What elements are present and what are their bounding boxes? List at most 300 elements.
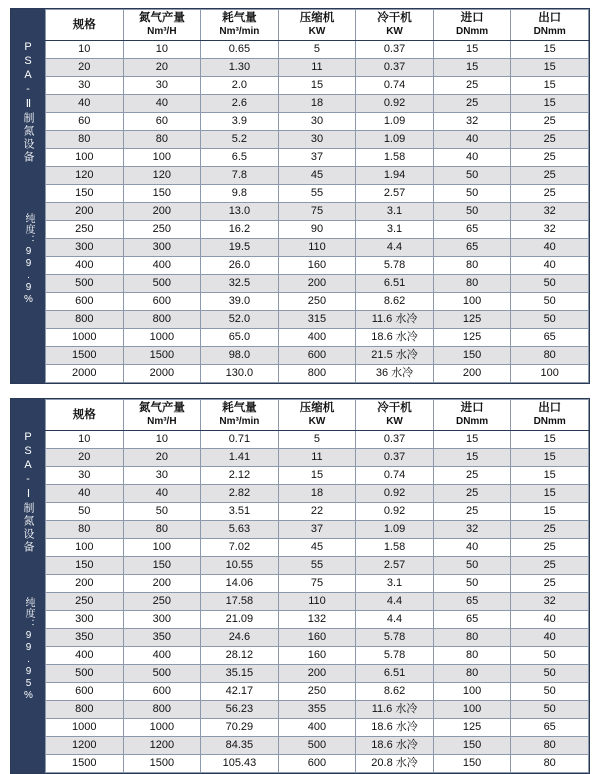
col-header-outlet: 出口 DNmm (511, 400, 589, 431)
table-cell: 32 (433, 113, 511, 131)
table-cell: 39.0 (201, 293, 279, 311)
col-header-dryer: 冷干机 KW (356, 10, 434, 41)
table-cell: 60 (46, 113, 124, 131)
table-row (46, 293, 589, 311)
table-row (46, 701, 589, 719)
table-cell: 25 (433, 503, 511, 521)
col-header-outlet: 出口 DNmm (511, 10, 589, 41)
table-cell: 21.5 水冷 (356, 347, 434, 365)
table-cell: 45 (278, 167, 356, 185)
table-cell: 37 (278, 521, 356, 539)
table-cell: 13.0 (201, 203, 279, 221)
table-row (46, 311, 589, 329)
table-row (46, 365, 589, 383)
table-cell: 250 (46, 221, 124, 239)
table-cell: 100 (123, 539, 201, 557)
table-cell: 55 (278, 185, 356, 203)
table-cell: 1500 (123, 347, 201, 365)
table-cell: 50 (433, 557, 511, 575)
table-cell: 40 (46, 95, 124, 113)
table-cell: 300 (123, 611, 201, 629)
table-cell: 65 (433, 593, 511, 611)
table-cell: 18.6 水冷 (356, 719, 434, 737)
table-cell: 100 (46, 539, 124, 557)
table-cell: 80 (433, 275, 511, 293)
table-cell: 2.57 (356, 557, 434, 575)
table-cell: 15 (511, 503, 589, 521)
table-row (46, 449, 589, 467)
table-cell: 35.15 (201, 665, 279, 683)
table-cell: 50 (433, 167, 511, 185)
table-cell: 3.9 (201, 113, 279, 131)
table-cell: 400 (278, 329, 356, 347)
table-cell: 110 (278, 239, 356, 257)
table-row (46, 485, 589, 503)
table-cell: 150 (123, 185, 201, 203)
table-cell: 65 (433, 611, 511, 629)
table-cell: 60 (123, 113, 201, 131)
spec-table-body (46, 431, 589, 773)
table-cell: 37 (278, 149, 356, 167)
table-cell: 56.23 (201, 701, 279, 719)
table-cell: 25 (511, 149, 589, 167)
table-cell: 40 (433, 131, 511, 149)
table-cell: 132 (278, 611, 356, 629)
table-row (46, 575, 589, 593)
table-cell: 30 (278, 113, 356, 131)
table-cell: 0.37 (356, 431, 434, 449)
table-cell: 500 (46, 665, 124, 683)
table-cell: 1500 (46, 755, 124, 773)
table-cell: 400 (46, 647, 124, 665)
table-row (46, 467, 589, 485)
table-cell: 3.1 (356, 221, 434, 239)
table-cell: 250 (278, 293, 356, 311)
table-cell: 11 (278, 449, 356, 467)
table-cell: 600 (123, 293, 201, 311)
table-cell: 0.65 (201, 41, 279, 59)
table-cell: 15 (433, 431, 511, 449)
table-cell: 20 (123, 449, 201, 467)
table-cell: 0.92 (356, 503, 434, 521)
table-cell: 6.51 (356, 665, 434, 683)
table-cell: 1200 (123, 737, 201, 755)
table-cell: 1000 (46, 719, 124, 737)
table-cell: 50 (433, 185, 511, 203)
table-cell: 80 (511, 347, 589, 365)
spec-table-head (46, 400, 589, 431)
side-label-psa-1 (11, 399, 45, 773)
table-cell: 4.4 (356, 611, 434, 629)
table-cell: 65.0 (201, 329, 279, 347)
table-cell: 1000 (46, 329, 124, 347)
table-cell: 15 (511, 95, 589, 113)
table-row (46, 629, 589, 647)
table-cell: 0.37 (356, 59, 434, 77)
table-cell: 80 (433, 647, 511, 665)
table-cell: 80 (123, 521, 201, 539)
table-cell: 25 (433, 77, 511, 95)
table-cell: 80 (123, 131, 201, 149)
table-cell: 22 (278, 503, 356, 521)
table-cell: 2.0 (201, 77, 279, 95)
table-cell: 50 (46, 503, 124, 521)
table-cell: 1.41 (201, 449, 279, 467)
table-row (46, 221, 589, 239)
table-cell: 80 (433, 665, 511, 683)
table-cell: 25 (433, 95, 511, 113)
side-label-title: PSA-Ⅱ制氮设备 (22, 40, 34, 164)
table-cell: 800 (46, 311, 124, 329)
table-row (46, 347, 589, 365)
table-cell: 1000 (123, 329, 201, 347)
table-cell: 6.51 (356, 275, 434, 293)
table-header-row (46, 10, 589, 41)
table-cell: 125 (433, 311, 511, 329)
table-cell: 10 (123, 41, 201, 59)
table-cell: 50 (511, 683, 589, 701)
table-cell: 300 (46, 239, 124, 257)
table-row (46, 611, 589, 629)
table-cell: 6.5 (201, 149, 279, 167)
table-cell: 18.6 水冷 (356, 737, 434, 755)
table-cell: 25 (511, 113, 589, 131)
table-cell: 65 (511, 719, 589, 737)
table-cell: 21.09 (201, 611, 279, 629)
table-cell: 8.62 (356, 683, 434, 701)
table-cell: 2.82 (201, 485, 279, 503)
table-cell: 15 (278, 77, 356, 95)
table-cell: 50 (123, 503, 201, 521)
table-cell: 10 (46, 41, 124, 59)
table-cell: 2000 (46, 365, 124, 383)
table-cell: 42.17 (201, 683, 279, 701)
table-cell: 150 (433, 737, 511, 755)
table-cell: 100 (433, 683, 511, 701)
table-cell: 800 (123, 701, 201, 719)
table-cell: 40 (511, 239, 589, 257)
table-cell: 50 (511, 665, 589, 683)
table-cell: 200 (278, 275, 356, 293)
table-cell: 80 (46, 131, 124, 149)
table-cell: 52.0 (201, 311, 279, 329)
table-cell: 15 (433, 41, 511, 59)
table-cell: 400 (278, 719, 356, 737)
table-cell: 25 (511, 521, 589, 539)
col-header-n2-output: 氮气产量 Nm³/H (123, 10, 201, 41)
table-cell: 50 (511, 311, 589, 329)
table-cell: 11.6 水冷 (356, 701, 434, 719)
table-cell: 20 (46, 449, 124, 467)
table-cell: 50 (511, 647, 589, 665)
table-cell: 5.78 (356, 647, 434, 665)
col-header-dryer: 冷干机 KW (356, 400, 434, 431)
table-cell: 17.58 (201, 593, 279, 611)
col-header-air-consumption: 耗气量 Nm³/min (201, 400, 279, 431)
table-cell: 32 (511, 203, 589, 221)
table-cell: 28.12 (201, 647, 279, 665)
table-cell: 100 (433, 701, 511, 719)
table-row (46, 539, 589, 557)
table-row (46, 95, 589, 113)
table-cell: 15 (511, 467, 589, 485)
table-cell: 250 (46, 593, 124, 611)
table-cell: 200 (46, 575, 124, 593)
table-cell: 600 (46, 683, 124, 701)
table-cell: 7.02 (201, 539, 279, 557)
spec-block-psa-1 (10, 398, 590, 774)
table-cell: 18 (278, 485, 356, 503)
table-row (46, 503, 589, 521)
table-cell: 130.0 (201, 365, 279, 383)
table-cell: 30 (123, 77, 201, 95)
table-cell: 50 (511, 275, 589, 293)
table-cell: 125 (433, 329, 511, 347)
table-cell: 40 (511, 611, 589, 629)
table-cell: 200 (123, 203, 201, 221)
spec-table-wrapper (45, 9, 589, 383)
table-cell: 30 (278, 131, 356, 149)
table-cell: 1.09 (356, 131, 434, 149)
table-cell: 0.37 (356, 41, 434, 59)
table-cell: 500 (123, 665, 201, 683)
table-row (46, 257, 589, 275)
table-cell: 25 (433, 467, 511, 485)
table-cell: 75 (278, 203, 356, 221)
table-cell: 400 (123, 257, 201, 275)
table-cell: 500 (46, 275, 124, 293)
col-header-n2-output: 氮气产量 Nm³/H (123, 400, 201, 431)
table-cell: 800 (278, 365, 356, 383)
table-cell: 11 (278, 59, 356, 77)
table-row (46, 329, 589, 347)
table-cell: 50 (433, 203, 511, 221)
table-cell: 24.6 (201, 629, 279, 647)
table-cell: 70.29 (201, 719, 279, 737)
table-cell: 160 (278, 257, 356, 275)
table-cell: 5.78 (356, 257, 434, 275)
table-cell: 120 (123, 167, 201, 185)
table-cell: 25 (511, 539, 589, 557)
table-row (46, 59, 589, 77)
table-cell: 250 (123, 593, 201, 611)
table-cell: 30 (123, 467, 201, 485)
table-cell: 0.74 (356, 77, 434, 95)
table-cell: 355 (278, 701, 356, 719)
table-cell: 5.78 (356, 629, 434, 647)
col-header-inlet: 进口 DNmm (433, 400, 511, 431)
col-header-inlet: 进口 DNmm (433, 10, 511, 41)
table-cell: 50 (511, 293, 589, 311)
table-cell: 0.92 (356, 485, 434, 503)
col-header-compressor: 压缩机 KW (278, 10, 356, 41)
table-row (46, 77, 589, 95)
table-cell: 8.62 (356, 293, 434, 311)
table-cell: 150 (46, 185, 124, 203)
table-cell: 5.63 (201, 521, 279, 539)
table-cell: 125 (433, 719, 511, 737)
col-header-spec: 规格 (46, 400, 124, 431)
table-cell: 30 (46, 77, 124, 95)
table-cell: 15 (511, 77, 589, 95)
table-cell: 65 (433, 221, 511, 239)
table-row (46, 557, 589, 575)
table-cell: 20.8 水冷 (356, 755, 434, 773)
table-cell: 1000 (123, 719, 201, 737)
table-cell: 40 (123, 485, 201, 503)
table-cell: 15 (511, 431, 589, 449)
table-cell: 1200 (46, 737, 124, 755)
table-cell: 2.57 (356, 185, 434, 203)
table-cell: 25 (511, 557, 589, 575)
table-cell: 800 (46, 701, 124, 719)
table-cell: 105.43 (201, 755, 279, 773)
table-cell: 90 (278, 221, 356, 239)
table-cell: 7.8 (201, 167, 279, 185)
table-cell: 315 (278, 311, 356, 329)
table-cell: 4.4 (356, 239, 434, 257)
table-cell: 1.94 (356, 167, 434, 185)
side-label-purity: 纯度：99.9% (23, 212, 34, 306)
table-cell: 5 (278, 41, 356, 59)
table-cell: 50 (433, 575, 511, 593)
table-cell: 1500 (46, 347, 124, 365)
table-cell: 160 (278, 629, 356, 647)
table-row (46, 131, 589, 149)
table-row (46, 41, 589, 59)
table-cell: 400 (123, 647, 201, 665)
table-cell: 200 (433, 365, 511, 383)
spec-table-wrapper (45, 399, 589, 773)
table-cell: 32 (511, 593, 589, 611)
table-cell: 0.74 (356, 467, 434, 485)
table-cell: 300 (46, 611, 124, 629)
table-cell: 600 (278, 755, 356, 773)
table-row (46, 431, 589, 449)
table-cell: 1.58 (356, 149, 434, 167)
table-cell: 150 (46, 557, 124, 575)
table-cell: 5 (278, 431, 356, 449)
table-cell: 1.58 (356, 539, 434, 557)
table-cell: 15 (511, 59, 589, 77)
table-cell: 100 (511, 365, 589, 383)
table-cell: 25 (511, 131, 589, 149)
table-cell: 80 (433, 257, 511, 275)
table-cell: 4.4 (356, 593, 434, 611)
table-cell: 150 (433, 755, 511, 773)
table-cell: 10.55 (201, 557, 279, 575)
table-cell: 160 (278, 647, 356, 665)
table-cell: 0.37 (356, 449, 434, 467)
table-row (46, 665, 589, 683)
col-header-air-consumption: 耗气量 Nm³/min (201, 10, 279, 41)
table-cell: 250 (278, 683, 356, 701)
table-cell: 40 (123, 95, 201, 113)
table-row (46, 755, 589, 773)
table-cell: 40 (433, 149, 511, 167)
table-row (46, 167, 589, 185)
table-cell: 0.71 (201, 431, 279, 449)
table-cell: 350 (123, 629, 201, 647)
table-cell: 150 (123, 557, 201, 575)
side-label-purity: 纯度：99.95% (23, 596, 34, 702)
table-cell: 84.35 (201, 737, 279, 755)
col-header-compressor: 压缩机 KW (278, 400, 356, 431)
table-cell: 3.51 (201, 503, 279, 521)
table-cell: 50 (511, 701, 589, 719)
table-cell: 32.5 (201, 275, 279, 293)
table-cell: 600 (46, 293, 124, 311)
table-cell: 25 (511, 167, 589, 185)
col-header-spec: 规格 (46, 10, 124, 41)
table-cell: 80 (511, 737, 589, 755)
table-cell: 9.8 (201, 185, 279, 203)
table-row (46, 239, 589, 257)
table-row (46, 521, 589, 539)
table-cell: 600 (123, 683, 201, 701)
table-cell: 5.2 (201, 131, 279, 149)
table-cell: 32 (433, 521, 511, 539)
table-cell: 200 (46, 203, 124, 221)
table-cell: 19.5 (201, 239, 279, 257)
table-cell: 800 (123, 311, 201, 329)
table-cell: 120 (46, 167, 124, 185)
table-cell: 100 (433, 293, 511, 311)
table-cell: 75 (278, 575, 356, 593)
table-row (46, 275, 589, 293)
spec-table-body (46, 41, 589, 383)
table-cell: 200 (278, 665, 356, 683)
table-row (46, 185, 589, 203)
table-cell: 14.06 (201, 575, 279, 593)
table-cell: 2000 (123, 365, 201, 383)
side-label-psa-2 (11, 9, 45, 383)
table-cell: 1.30 (201, 59, 279, 77)
table-cell: 100 (46, 149, 124, 167)
table-cell: 40 (433, 539, 511, 557)
table-cell: 45 (278, 539, 356, 557)
table-cell: 25 (511, 575, 589, 593)
table-cell: 80 (433, 629, 511, 647)
table-cell: 400 (46, 257, 124, 275)
table-cell: 80 (46, 521, 124, 539)
table-cell: 25 (511, 185, 589, 203)
table-row (46, 683, 589, 701)
spec-table-psa-2 (45, 9, 589, 383)
table-cell: 15 (511, 449, 589, 467)
table-cell: 40 (511, 629, 589, 647)
table-cell: 500 (278, 737, 356, 755)
table-row (46, 149, 589, 167)
table-row (46, 647, 589, 665)
table-row (46, 113, 589, 131)
table-row (46, 719, 589, 737)
table-cell: 16.2 (201, 221, 279, 239)
table-cell: 15 (511, 485, 589, 503)
table-cell: 350 (46, 629, 124, 647)
table-cell: 65 (433, 239, 511, 257)
table-cell: 1.09 (356, 113, 434, 131)
table-cell: 40 (511, 257, 589, 275)
table-cell: 3.1 (356, 203, 434, 221)
table-cell: 15 (278, 467, 356, 485)
table-cell: 600 (278, 347, 356, 365)
table-cell: 1500 (123, 755, 201, 773)
table-cell: 65 (511, 329, 589, 347)
side-label-title: PSA-Ⅰ制氮设备 (22, 430, 34, 554)
table-cell: 2.6 (201, 95, 279, 113)
table-cell: 55 (278, 557, 356, 575)
